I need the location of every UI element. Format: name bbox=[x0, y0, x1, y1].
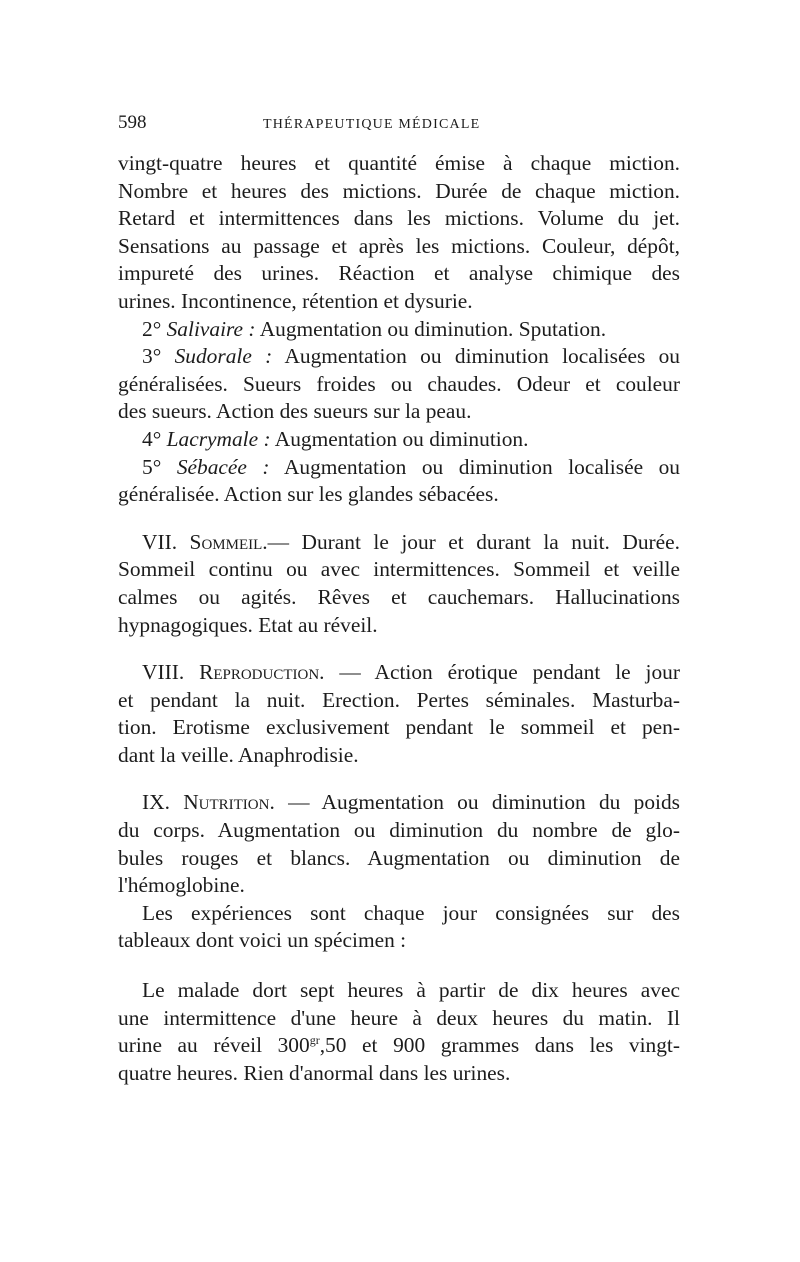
text-line: Retard et intermittences dans les mictions. Volume du jet. bbox=[118, 206, 680, 231]
text-line: tion. Erotisme exclusivement pendant le sommeil et pen- bbox=[118, 715, 680, 740]
text-line bbox=[118, 1032, 680, 1060]
section-reproduction bbox=[118, 659, 680, 769]
text-line: bules rouges et blancs. Augmentation ou diminution de bbox=[118, 845, 680, 870]
section-numeral: IX. bbox=[142, 790, 170, 815]
text-line: du corps. Augmentation ou diminution du nombre de glo- bbox=[118, 818, 680, 843]
text-line: urines. Incontinence, rétention et dysurie. bbox=[118, 288, 473, 313]
item-number: 2° bbox=[142, 316, 162, 341]
text-line: généralisées. Sueurs froides ou chaudes. Odeur et couleur bbox=[118, 371, 680, 396]
item-sudorale bbox=[118, 343, 680, 426]
page-header bbox=[118, 112, 680, 142]
text-line: hypnagogiques. Etat au réveil. bbox=[118, 612, 378, 637]
text-line: impureté des urines. Réaction et analyse chimique des bbox=[118, 261, 680, 286]
item-number: 4° bbox=[142, 426, 162, 451]
text-line: généralisée. Action sur les glandes sébacées. bbox=[118, 482, 499, 507]
section-title: Reproduction. bbox=[199, 660, 325, 685]
item-sebacee bbox=[118, 454, 680, 509]
text-line: une intermittence d'une heure à deux heures du matin. Il bbox=[118, 1005, 680, 1030]
paragraph-specimen bbox=[118, 977, 680, 1087]
item-term: Lacrymale : bbox=[166, 426, 271, 451]
item-salivaire bbox=[118, 316, 680, 344]
text-line: Les expériences sont chaque jour consignées sur des bbox=[142, 900, 680, 925]
gram-unit: gr bbox=[309, 1033, 320, 1048]
section-sommeil bbox=[118, 529, 680, 639]
item-number: 3° bbox=[142, 344, 162, 369]
page-text bbox=[118, 150, 680, 1087]
text-line: des sueurs. Action des sueurs sur la peau. bbox=[118, 399, 472, 424]
section-numeral: VIII. bbox=[142, 660, 185, 685]
section-title: Nutrition. bbox=[183, 790, 275, 815]
item-term: Sébacée : bbox=[176, 454, 270, 479]
text-line: quatre heures. Rien d'anormal dans les urines. bbox=[118, 1060, 511, 1085]
section-gap bbox=[118, 955, 680, 977]
section-text: — Augmentation ou diminution du poids bbox=[288, 790, 680, 815]
text-line: Sensations au passage et après les mictions. Couleur, dépôt, bbox=[118, 233, 680, 258]
text-line: Le malade dort sept heures à partir de dix heures avec bbox=[142, 978, 680, 1003]
text-line bbox=[118, 529, 680, 557]
section-text: — Action érotique pendant le jour bbox=[339, 660, 680, 685]
text-line: Sommeil continu ou avec intermittences. Sommeil et veille bbox=[118, 557, 680, 582]
paragraph-experiences bbox=[118, 900, 680, 955]
weight-text-rest: ,50 et 900 grammes dans les vingt- bbox=[319, 1033, 680, 1058]
section-title: Sommeil. bbox=[189, 529, 268, 554]
text-line: calmes ou agités. Rêves et cauchemars. Hallucinations bbox=[118, 584, 680, 609]
paragraph-urinary bbox=[118, 150, 680, 316]
text-line: tableaux dont voici un spécimen : bbox=[118, 928, 407, 953]
text-line bbox=[118, 789, 680, 817]
text-line: l'hémoglobine. bbox=[118, 873, 245, 898]
text-line: et pendant la nuit. Erection. Pertes séminales. Masturba- bbox=[118, 687, 680, 712]
section-numeral: VII. bbox=[142, 529, 178, 554]
item-lacrymale bbox=[118, 426, 680, 454]
section-text: — Durant le jour et durant la nuit. Durée. bbox=[267, 529, 680, 554]
item-text: Augmentation ou diminution. bbox=[274, 426, 529, 451]
text-line: dant la veille. Anaphrodisie. bbox=[118, 742, 359, 767]
item-term: Salivaire : bbox=[166, 316, 256, 341]
text-line bbox=[118, 343, 680, 371]
section-gap bbox=[118, 639, 680, 659]
book-page bbox=[118, 112, 680, 1087]
text-line bbox=[118, 454, 680, 482]
text-line: Nombre et heures des mictions. Durée de chaque miction. bbox=[118, 178, 680, 203]
running-title: THÉRAPEUTIQUE MÉDICALE bbox=[263, 117, 481, 132]
text-line: vingt-quatre heures et quantité émise à chaque miction. bbox=[118, 151, 680, 175]
item-term: Sudorale : bbox=[174, 344, 273, 369]
text-line bbox=[118, 316, 680, 344]
page-number: 598 bbox=[118, 112, 147, 133]
text-line bbox=[118, 426, 680, 454]
item-text: Augmentation ou diminution localisées ou bbox=[284, 344, 680, 369]
text-line bbox=[118, 659, 680, 687]
section-gap bbox=[118, 509, 680, 529]
weight-text: urine au réveil 300 bbox=[118, 1033, 310, 1058]
section-gap bbox=[118, 769, 680, 789]
item-text: Augmentation ou diminution. Sputation. bbox=[259, 316, 607, 341]
item-number: 5° bbox=[142, 454, 162, 479]
section-nutrition bbox=[118, 789, 680, 899]
item-text: Augmentation ou diminution localisée ou bbox=[283, 454, 681, 479]
